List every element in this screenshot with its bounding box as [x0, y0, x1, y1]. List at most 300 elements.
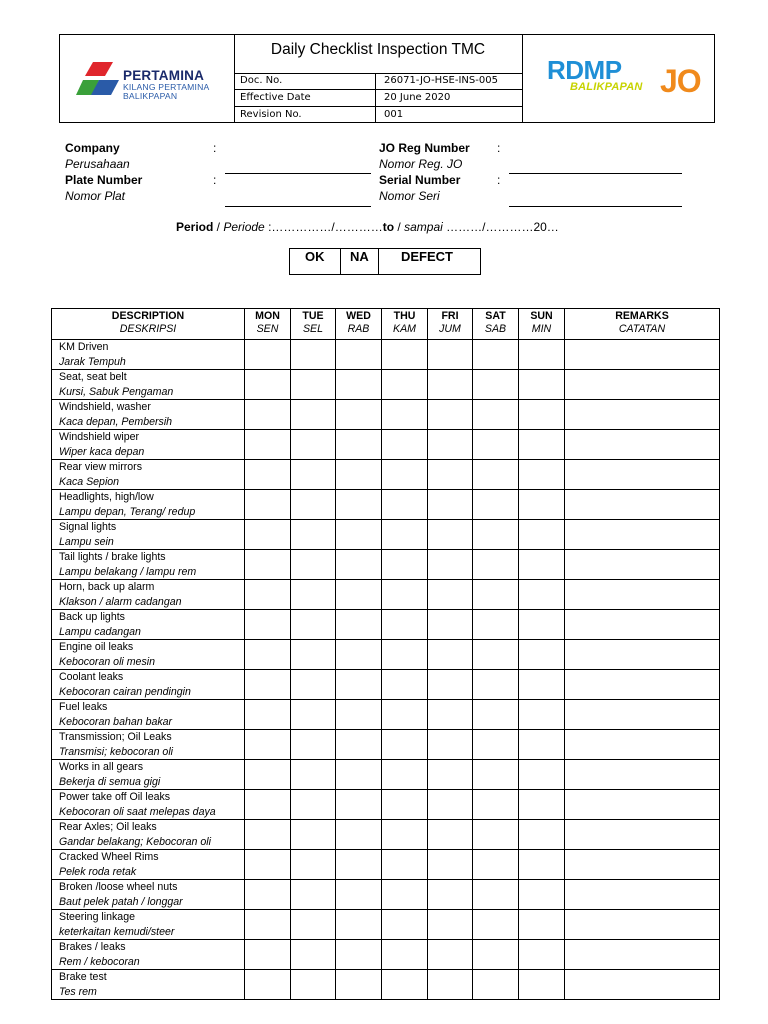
check-cell-mon[interactable]: [245, 580, 291, 610]
check-cell-mon[interactable]: [245, 520, 291, 550]
check-cell-wed[interactable]: [336, 760, 382, 790]
column-header-id: DESKRIPSI: [119, 323, 177, 335]
check-cell-thu[interactable]: [382, 910, 428, 940]
check-cell-fri[interactable]: [428, 430, 473, 460]
item-description: [52, 820, 245, 850]
check-cell-sat[interactable]: [473, 340, 519, 370]
check-cell-wed[interactable]: [336, 640, 382, 670]
item-description: [52, 370, 245, 400]
remarks-cell[interactable]: [565, 580, 720, 610]
remarks-cell[interactable]: [565, 910, 720, 940]
company-colon: :: [213, 141, 217, 155]
column-header-en: THU: [393, 310, 416, 322]
check-cell-mon[interactable]: [245, 820, 291, 850]
check-cell-wed[interactable]: [336, 940, 382, 970]
remarks-cell[interactable]: [565, 640, 720, 670]
check-cell-sat[interactable]: [473, 880, 519, 910]
item-description-en: Coolant leaks: [59, 671, 124, 683]
table-row: [52, 850, 720, 880]
check-cell-tue[interactable]: [291, 430, 336, 460]
check-cell-sat[interactable]: [473, 790, 519, 820]
item-description-en: Headlights, high/low: [59, 491, 154, 503]
check-cell-fri[interactable]: [428, 550, 473, 580]
period-to-id: sampai: [404, 220, 443, 234]
item-description-en: Brake test: [59, 971, 107, 983]
check-cell-mon[interactable]: [245, 430, 291, 460]
item-description-id: Bekerja di semua gigi: [59, 775, 161, 788]
document-header: [59, 34, 715, 123]
remarks-cell[interactable]: [565, 610, 720, 640]
column-header-id: CATATAN: [618, 323, 666, 335]
table-row: [52, 490, 720, 520]
item-description: [52, 490, 245, 520]
check-cell-tue[interactable]: [291, 520, 336, 550]
check-cell-tue[interactable]: [291, 370, 336, 400]
company-label-id: Perusahaan: [65, 157, 130, 171]
remarks-cell[interactable]: [565, 400, 720, 430]
status-legend: [289, 248, 481, 275]
check-cell-mon[interactable]: [245, 940, 291, 970]
item-description-en: KM Driven: [59, 341, 109, 353]
item-description: [52, 400, 245, 430]
check-cell-fri[interactable]: [428, 970, 473, 1000]
check-cell-wed[interactable]: [336, 580, 382, 610]
check-cell-fri[interactable]: [428, 370, 473, 400]
legend-defect: DEFECT: [401, 249, 453, 264]
item-description-id: Transmisi; kebocoran oli: [59, 745, 174, 758]
column-header-en: FRI: [441, 310, 459, 322]
table-row: [52, 820, 720, 850]
check-cell-sat[interactable]: [473, 970, 519, 1000]
check-cell-mon[interactable]: [245, 670, 291, 700]
check-cell-sat[interactable]: [473, 370, 519, 400]
check-cell-sat[interactable]: [473, 490, 519, 520]
period-slash-1: /: [213, 220, 224, 234]
check-cell-wed[interactable]: [336, 550, 382, 580]
check-cell-sat[interactable]: [473, 610, 519, 640]
check-cell-fri[interactable]: [428, 850, 473, 880]
check-cell-tue[interactable]: [291, 640, 336, 670]
check-cell-tue[interactable]: [291, 880, 336, 910]
item-description-id: keterkaitan kemudi/steer: [59, 925, 175, 938]
item-description: [52, 670, 245, 700]
check-cell-wed[interactable]: [336, 610, 382, 640]
check-cell-sat[interactable]: [473, 670, 519, 700]
check-cell-sat[interactable]: [473, 760, 519, 790]
serial-colon: :: [497, 173, 501, 187]
remarks-cell[interactable]: [565, 670, 720, 700]
check-cell-sun[interactable]: [519, 580, 565, 610]
document-title: Daily Checklist Inspection TMC: [234, 35, 522, 74]
item-description-id: Kaca depan, Pembersih: [59, 415, 173, 428]
check-cell-tue[interactable]: [291, 490, 336, 520]
remarks-cell[interactable]: [565, 730, 720, 760]
column-header-fri: [428, 309, 473, 340]
check-cell-fri[interactable]: [428, 520, 473, 550]
item-description-id: Kebocoran bahan bakar: [59, 715, 173, 728]
remarks-cell[interactable]: [565, 460, 720, 490]
pertamina-logo: [60, 35, 235, 122]
remarks-cell[interactable]: [565, 340, 720, 370]
check-cell-tue[interactable]: [291, 970, 336, 1000]
table-row: [52, 460, 720, 490]
item-description: [52, 910, 245, 940]
column-header-en: DESCRIPTION: [111, 310, 185, 322]
item-description-id: Pelek roda retak: [59, 865, 137, 878]
check-cell-thu[interactable]: [382, 400, 428, 430]
column-header-id: MIN: [531, 323, 552, 335]
item-description-id: Lampu sein: [59, 535, 114, 548]
check-cell-sun[interactable]: [519, 640, 565, 670]
check-cell-fri[interactable]: [428, 910, 473, 940]
check-cell-wed[interactable]: [336, 430, 382, 460]
table-header-row: [52, 309, 720, 340]
column-header-en: WED: [346, 310, 371, 322]
remarks-cell[interactable]: [565, 940, 720, 970]
plate-input-line[interactable]: [225, 206, 371, 207]
check-cell-mon[interactable]: [245, 760, 291, 790]
column-header-en: SUN: [530, 310, 553, 322]
check-cell-thu[interactable]: [382, 730, 428, 760]
check-cell-thu[interactable]: [382, 940, 428, 970]
remarks-cell[interactable]: [565, 760, 720, 790]
item-description-en: Back up lights: [59, 611, 125, 623]
column-header-wed: [336, 309, 382, 340]
jo-reg-colon: :: [497, 141, 501, 155]
check-cell-sun[interactable]: [519, 670, 565, 700]
plate-colon: :: [213, 173, 217, 187]
column-header-id: KAM: [393, 323, 416, 335]
table-row: [52, 970, 720, 1000]
item-description: [52, 790, 245, 820]
remarks-cell[interactable]: [565, 490, 720, 520]
rdmp-wordmark: RDMP: [547, 55, 622, 85]
check-cell-fri[interactable]: [428, 610, 473, 640]
check-cell-tue[interactable]: [291, 820, 336, 850]
item-description-id: Lampu depan, Terang/ redup: [59, 505, 196, 518]
check-cell-wed[interactable]: [336, 730, 382, 760]
jo-reg-input-line[interactable]: [509, 173, 682, 174]
item-description: [52, 700, 245, 730]
table-row: [52, 670, 720, 700]
check-cell-thu[interactable]: [382, 430, 428, 460]
check-cell-sun[interactable]: [519, 790, 565, 820]
check-cell-sat[interactable]: [473, 730, 519, 760]
check-cell-sat[interactable]: [473, 520, 519, 550]
table-row: [52, 760, 720, 790]
check-cell-tue[interactable]: [291, 730, 336, 760]
check-cell-wed[interactable]: [336, 490, 382, 520]
check-cell-sun[interactable]: [519, 460, 565, 490]
meta-value: 001: [384, 109, 404, 120]
check-cell-sun[interactable]: [519, 970, 565, 1000]
check-cell-fri[interactable]: [428, 400, 473, 430]
table-row: [52, 340, 720, 370]
check-cell-thu[interactable]: [382, 490, 428, 520]
check-cell-thu[interactable]: [382, 580, 428, 610]
check-cell-thu[interactable]: [382, 850, 428, 880]
item-description-id: Kebocoran cairan pendingin: [59, 685, 191, 698]
check-cell-sun[interactable]: [519, 610, 565, 640]
check-cell-mon[interactable]: [245, 880, 291, 910]
item-description-en: Windshield wiper: [59, 431, 140, 443]
column-header-mon: [245, 309, 291, 340]
check-cell-mon[interactable]: [245, 340, 291, 370]
check-cell-thu[interactable]: [382, 340, 428, 370]
column-header-description: [52, 309, 245, 340]
remarks-cell[interactable]: [565, 700, 720, 730]
check-cell-sat[interactable]: [473, 910, 519, 940]
check-cell-sat[interactable]: [473, 400, 519, 430]
check-cell-mon[interactable]: [245, 550, 291, 580]
check-cell-sun[interactable]: [519, 760, 565, 790]
check-cell-sat[interactable]: [473, 850, 519, 880]
check-cell-tue[interactable]: [291, 940, 336, 970]
item-description-en: Tail lights / brake lights: [59, 551, 166, 563]
check-cell-wed[interactable]: [336, 670, 382, 700]
check-cell-fri[interactable]: [428, 460, 473, 490]
check-cell-thu[interactable]: [382, 640, 428, 670]
check-cell-sat[interactable]: [473, 700, 519, 730]
check-cell-sun[interactable]: [519, 370, 565, 400]
company-label: Company: [65, 141, 120, 155]
item-description: [52, 730, 245, 760]
check-cell-sun[interactable]: [519, 730, 565, 760]
check-cell-tue[interactable]: [291, 400, 336, 430]
check-cell-thu[interactable]: [382, 790, 428, 820]
item-description-en: Horn, back up alarm: [59, 581, 155, 593]
check-cell-sun[interactable]: [519, 910, 565, 940]
legend-ok: OK: [290, 249, 341, 274]
check-cell-sun[interactable]: [519, 550, 565, 580]
column-header-remarks: [565, 309, 720, 340]
check-cell-sat[interactable]: [473, 550, 519, 580]
check-cell-wed[interactable]: [336, 370, 382, 400]
item-description-id: Tes rem: [59, 985, 97, 998]
check-cell-wed[interactable]: [336, 340, 382, 370]
check-cell-fri[interactable]: [428, 880, 473, 910]
item-description: [52, 580, 245, 610]
check-cell-mon[interactable]: [245, 370, 291, 400]
check-cell-thu[interactable]: [382, 370, 428, 400]
check-cell-sun[interactable]: [519, 490, 565, 520]
check-cell-sun[interactable]: [519, 850, 565, 880]
check-cell-mon[interactable]: [245, 490, 291, 520]
check-cell-mon[interactable]: [245, 460, 291, 490]
item-description-id: Gandar belakang; Kebocoran oli: [59, 835, 211, 848]
check-cell-tue[interactable]: [291, 340, 336, 370]
meta-row-effective-date: [234, 90, 522, 107]
check-cell-thu[interactable]: [382, 700, 428, 730]
remarks-cell[interactable]: [565, 970, 720, 1000]
item-description-en: Power take off Oil leaks: [59, 791, 171, 803]
check-cell-mon[interactable]: [245, 970, 291, 1000]
remarks-cell[interactable]: [565, 520, 720, 550]
item-description: [52, 610, 245, 640]
check-cell-fri[interactable]: [428, 730, 473, 760]
check-cell-tue[interactable]: [291, 610, 336, 640]
item-description-id: Lampu belakang / lampu rem: [59, 565, 197, 578]
check-cell-sun[interactable]: [519, 940, 565, 970]
item-description-id: Klakson / alarm cadangan: [59, 595, 182, 608]
check-cell-fri[interactable]: [428, 340, 473, 370]
check-cell-mon[interactable]: [245, 610, 291, 640]
item-description-id: Baut pelek patah / longgar: [59, 895, 183, 908]
legend-na: NA: [341, 249, 379, 274]
check-cell-tue[interactable]: [291, 760, 336, 790]
check-cell-sun[interactable]: [519, 430, 565, 460]
remarks-cell[interactable]: [565, 820, 720, 850]
column-header-en: SAT: [485, 310, 506, 322]
check-cell-wed[interactable]: [336, 400, 382, 430]
check-cell-tue[interactable]: [291, 850, 336, 880]
check-cell-wed[interactable]: [336, 700, 382, 730]
column-header-id: SEL: [302, 323, 324, 335]
item-description-id: Jarak Tempuh: [59, 355, 126, 368]
check-cell-wed[interactable]: [336, 970, 382, 1000]
item-description-id: Lampu cadangan: [59, 625, 141, 638]
check-cell-fri[interactable]: [428, 580, 473, 610]
column-header-en: REMARKS: [615, 310, 669, 322]
check-cell-sun[interactable]: [519, 700, 565, 730]
check-cell-thu[interactable]: [382, 820, 428, 850]
check-cell-mon[interactable]: [245, 400, 291, 430]
check-cell-sun[interactable]: [519, 820, 565, 850]
check-cell-mon[interactable]: [245, 700, 291, 730]
check-cell-wed[interactable]: [336, 820, 382, 850]
remarks-cell[interactable]: [565, 370, 720, 400]
serial-input-line[interactable]: [509, 206, 682, 207]
check-cell-fri[interactable]: [428, 790, 473, 820]
check-cell-sun[interactable]: [519, 340, 565, 370]
item-description: [52, 460, 245, 490]
meta-row-doc-no: [234, 73, 522, 90]
remarks-cell[interactable]: [565, 790, 720, 820]
check-cell-thu[interactable]: [382, 880, 428, 910]
pertamina-subtitle-2: BALIKPAPAN: [123, 91, 178, 101]
check-cell-thu[interactable]: [382, 520, 428, 550]
plate-label: Plate Number: [65, 173, 143, 187]
check-cell-thu[interactable]: [382, 670, 428, 700]
check-cell-tue[interactable]: [291, 700, 336, 730]
item-description-id: Kebocoran oli mesin: [59, 655, 155, 668]
period-line[interactable]: [176, 220, 559, 234]
table-row: [52, 730, 720, 760]
check-cell-wed[interactable]: [336, 790, 382, 820]
check-cell-sun[interactable]: [519, 880, 565, 910]
check-cell-sat[interactable]: [473, 580, 519, 610]
check-cell-thu[interactable]: [382, 760, 428, 790]
item-description: [52, 880, 245, 910]
check-cell-sat[interactable]: [473, 820, 519, 850]
table-row: [52, 430, 720, 460]
check-cell-wed[interactable]: [336, 850, 382, 880]
item-description: [52, 760, 245, 790]
check-cell-tue[interactable]: [291, 580, 336, 610]
check-cell-tue[interactable]: [291, 670, 336, 700]
check-cell-sun[interactable]: [519, 520, 565, 550]
check-cell-tue[interactable]: [291, 790, 336, 820]
meta-key: Effective Date: [234, 90, 376, 106]
company-input-line[interactable]: [225, 173, 371, 174]
table-row: [52, 610, 720, 640]
check-cell-mon[interactable]: [245, 850, 291, 880]
check-cell-thu[interactable]: [382, 550, 428, 580]
inspection-table: [51, 308, 720, 1000]
column-header-thu: [382, 309, 428, 340]
remarks-cell[interactable]: [565, 880, 720, 910]
check-cell-mon[interactable]: [245, 640, 291, 670]
item-description: [52, 970, 245, 1000]
check-cell-fri[interactable]: [428, 490, 473, 520]
check-cell-thu[interactable]: [382, 970, 428, 1000]
check-cell-sat[interactable]: [473, 430, 519, 460]
table-body: [52, 340, 720, 1000]
table-row: [52, 580, 720, 610]
check-cell-thu[interactable]: [382, 610, 428, 640]
item-description-en: Steering linkage: [59, 911, 135, 923]
check-cell-sat[interactable]: [473, 640, 519, 670]
item-description-en: Transmission; Oil Leaks: [59, 731, 172, 743]
item-description-id: Kaca Sepion: [59, 475, 120, 488]
check-cell-sat[interactable]: [473, 460, 519, 490]
check-cell-sun[interactable]: [519, 400, 565, 430]
check-cell-fri[interactable]: [428, 940, 473, 970]
check-cell-sat[interactable]: [473, 940, 519, 970]
check-cell-thu[interactable]: [382, 460, 428, 490]
check-cell-fri[interactable]: [428, 820, 473, 850]
check-cell-wed[interactable]: [336, 460, 382, 490]
remarks-cell[interactable]: [565, 430, 720, 460]
period-label-id: Periode: [223, 220, 265, 234]
check-cell-wed[interactable]: [336, 520, 382, 550]
check-cell-mon[interactable]: [245, 730, 291, 760]
table-row: [52, 640, 720, 670]
check-cell-mon[interactable]: [245, 790, 291, 820]
remarks-cell[interactable]: [565, 550, 720, 580]
check-cell-tue[interactable]: [291, 460, 336, 490]
item-description: [52, 850, 245, 880]
check-cell-fri[interactable]: [428, 760, 473, 790]
remarks-cell[interactable]: [565, 850, 720, 880]
item-description-en: Cracked Wheel Rims: [59, 851, 159, 863]
check-cell-tue[interactable]: [291, 550, 336, 580]
check-cell-wed[interactable]: [336, 880, 382, 910]
check-cell-wed[interactable]: [336, 910, 382, 940]
meta-value: 26071-JO-HSE-INS-005: [384, 75, 498, 86]
check-cell-fri[interactable]: [428, 670, 473, 700]
jo-reg-label: JO Reg Number: [379, 141, 470, 155]
period-slash-2: /: [394, 220, 405, 234]
table-row: [52, 790, 720, 820]
meta-key: Doc. No.: [234, 73, 376, 89]
item-description-id: Wiper kaca depan: [59, 445, 145, 458]
check-cell-fri[interactable]: [428, 640, 473, 670]
check-cell-fri[interactable]: [428, 700, 473, 730]
period-from-blank: :……………/…………: [264, 220, 383, 234]
check-cell-mon[interactable]: [245, 910, 291, 940]
column-header-id: SEN: [256, 323, 279, 335]
check-cell-tue[interactable]: [291, 910, 336, 940]
item-description-id: Kebocoran oli saat melepas daya: [59, 805, 216, 818]
jo-wordmark: JO: [660, 63, 701, 99]
item-description-en: Works in all gears: [59, 761, 143, 773]
table-row: [52, 400, 720, 430]
column-header-en: MON: [255, 310, 280, 322]
period-label: Period: [176, 220, 214, 234]
column-header-id: RAB: [347, 323, 370, 335]
jo-reg-label-id: Nomor Reg. JO: [379, 157, 463, 171]
